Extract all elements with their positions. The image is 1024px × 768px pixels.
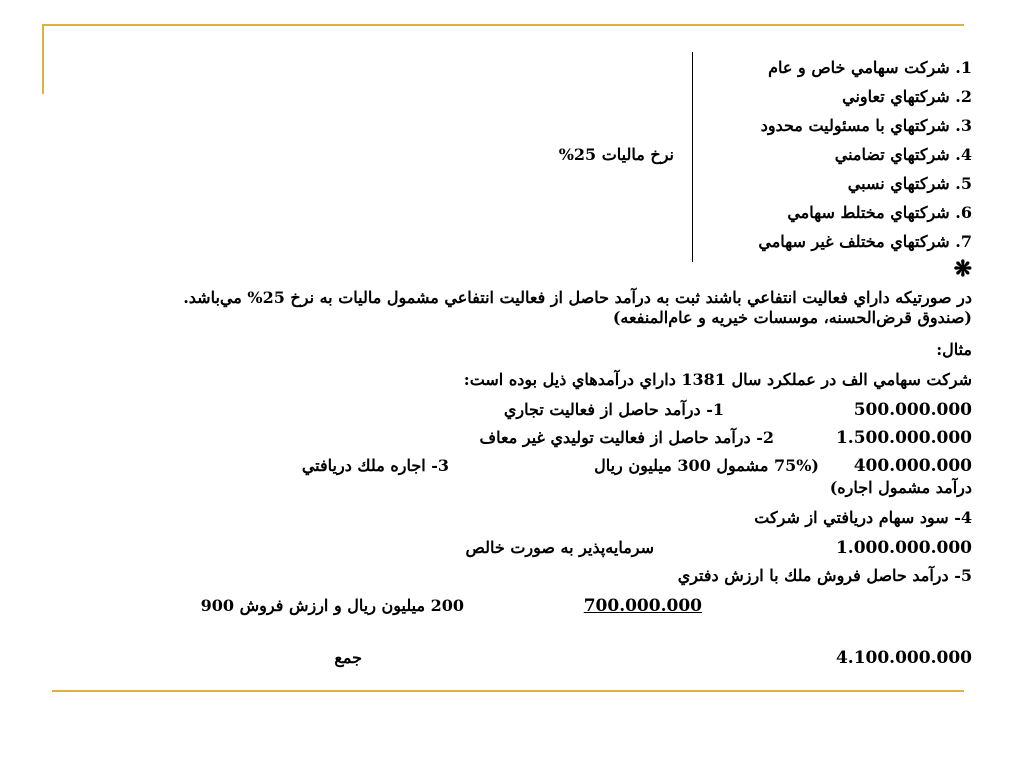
row1-amount: 500.000.000 (853, 400, 972, 420)
row5-amount: 700.000.000 (583, 596, 702, 616)
top-rule (42, 24, 964, 26)
row1-desc: 1- درآمد حاصل از فعاليت تجاري (503, 400, 724, 419)
nonprofit-paragraph: در صورتيكه داراي فعاليت انتفاعي باشند ثبت به درآمد حاصل از فعاليت انتفاعي مشمول ماليات به نرخ 25% مي‌باشد. (صندوق قرض‌الحسنه، موسسات خيريه و عام‌المنفعه) (183, 288, 972, 327)
company-type-1: 1. شركت سهامي خاص و عام (768, 58, 972, 77)
tax-rate-label: نرخ ماليات 25% (558, 145, 674, 164)
bottom-rule (52, 690, 964, 692)
example-intro: شركت سهامي الف در عملكرد سال 1381 داراي درآمدهاي ذيل بوده است: (463, 370, 972, 389)
row3-tail: 3- اجاره ملك دريافتي (301, 456, 449, 475)
row5-desc: 200 ميليون ريال و ارزش فروش 900 (200, 596, 464, 615)
total-amount: 4.100.000.000 (835, 648, 972, 668)
company-type-2: 2. شركتهاي تعاوني (842, 87, 972, 106)
company-type-3: 3. شركتهاي با مسئوليت محدود (760, 116, 972, 135)
company-type-6: 6. شركتهاي مختلط سهامي (787, 203, 972, 222)
row3-line2: درآمد مشمول اجاره) (829, 478, 972, 497)
total-label: جمع (334, 648, 362, 667)
row3-amount: 400.000.000 (853, 456, 972, 476)
example-label: مثال: (936, 340, 972, 359)
company-type-7: 7. شركتهاي مختلف غير سهامي (758, 232, 972, 251)
list-divider (692, 52, 693, 262)
company-type-5: 5. شركتهاي نسبي (847, 174, 972, 193)
row4-desc: سرمايه‌پذير به صورت خالص (465, 538, 654, 557)
row4-label: 4- سود سهام دريافتي از شركت (754, 508, 972, 527)
star-bullet-icon: ❋ (953, 256, 972, 282)
row2-amount: 1.500.000.000 (835, 428, 972, 448)
row3-desc: (75% مشمول 300 ميليون ريال (594, 456, 819, 475)
company-type-4: 4. شركتهاي تضامني (834, 145, 972, 164)
left-rule (42, 24, 44, 94)
row2-desc: 2- درآمد حاصل از فعاليت توليدي غير معاف (479, 428, 774, 447)
row4-amount: 1.000.000.000 (835, 538, 972, 558)
row5-label: 5- درآمد حاصل فروش ملك با ارزش دفتري (677, 566, 972, 585)
